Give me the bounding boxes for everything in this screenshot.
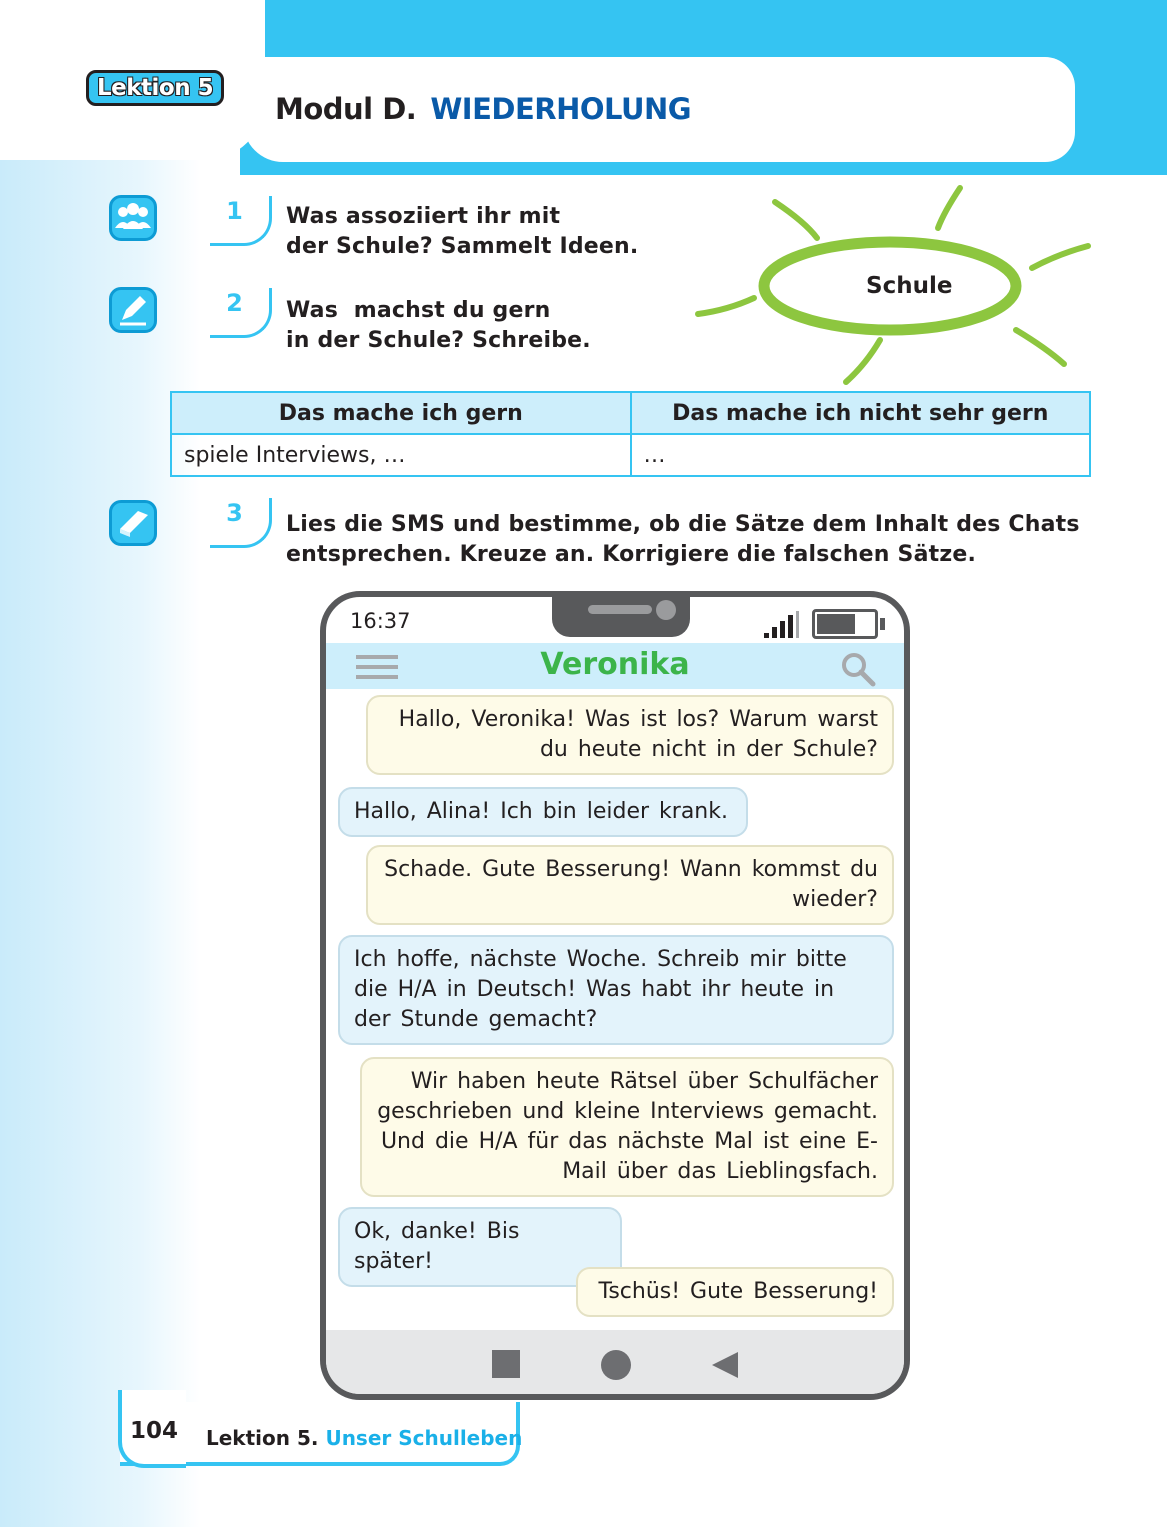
message-bubble: Hallo, Veronika! Was ist los? Warum warst du heute nicht in der Schule? — [366, 695, 894, 775]
page-number: 104 — [130, 1418, 179, 1444]
task-number-3: 3 — [210, 498, 272, 548]
modul-label: Modul D. — [275, 92, 417, 126]
task-2-text — [286, 296, 591, 356]
message-bubble: Ich hoffe, nächste Woche. Schreib mir bitte die H/A in Deutsch! Was habt ihr heute in der Stunde gemacht? — [338, 935, 894, 1045]
task-3-line-1: Lies die SMS und bestimme, ob die Sätze dem Inhalt des Chats — [286, 512, 1080, 537]
footer-topic: Unser Schulleben — [325, 1426, 523, 1450]
message-bubble: Hallo, Alina! Ich bin leider krank. — [338, 787, 748, 837]
home-icon[interactable] — [601, 1350, 631, 1380]
lektion-badge: Lektion 5 — [86, 70, 224, 106]
table-row — [171, 434, 1090, 476]
camera-dot — [656, 600, 676, 620]
message-bubble: Schade. Gute Besserung! Wann kommst du wieder? — [366, 845, 894, 925]
phone-notch — [552, 591, 690, 637]
task-1-line-1: Was assoziiert ihr mit — [286, 204, 561, 229]
back-icon[interactable] — [712, 1352, 738, 1378]
task-number-2: 2 — [210, 288, 272, 338]
task-1-text — [286, 202, 638, 262]
footer-lesson: Lektion 5. — [206, 1426, 319, 1450]
pencil-icon — [109, 287, 157, 333]
speaker-grille — [588, 605, 652, 614]
modul-title: WIEDERHOLUNG — [430, 92, 692, 126]
message-bubble: Wir haben heute Rätsel über Schulfächer geschrieben und kleine Interviews gemacht. Und die H/A für das nächste Mal ist eine E-Mail über das Lieblingsfach. — [360, 1057, 894, 1197]
footer-lesson-label — [206, 1426, 522, 1450]
table-cell-gern[interactable]: spiele Interviews, … — [171, 434, 631, 476]
table-cell-nicht-gern[interactable]: … — [631, 434, 1091, 476]
message-bubble: Ok, danke! Bis später! — [338, 1207, 622, 1287]
task-3-text — [286, 510, 1080, 570]
task-1-line-2: der Schule? Sammelt Ideen. — [286, 234, 639, 259]
task-2-table — [170, 391, 1091, 477]
table-header-gern: Das mache ich gern — [171, 392, 631, 434]
contact-name: Veronika — [540, 647, 690, 682]
battery-tip — [880, 618, 885, 630]
recent-apps-icon[interactable] — [492, 1350, 520, 1378]
group-icon — [109, 195, 157, 241]
phone-nav-bar — [326, 1330, 904, 1400]
table-header-row — [171, 392, 1090, 434]
task-2-line-2: in der Schule? Schreibe. — [286, 328, 591, 353]
battery-icon — [812, 609, 878, 639]
message-bubble: Tschüs! Gute Besserung! — [576, 1267, 894, 1317]
page-title — [275, 92, 691, 126]
chat-header — [326, 643, 904, 689]
phone-time: 16:37 — [350, 609, 411, 633]
mindmap-center-label: Schule — [866, 273, 953, 299]
search-icon[interactable] — [840, 651, 876, 687]
table-header-nicht-gern: Das mache ich nicht sehr gern — [631, 392, 1091, 434]
phone-mockup — [320, 591, 910, 1400]
signal-icon — [764, 611, 804, 639]
battery-level — [817, 614, 855, 634]
book-icon — [109, 500, 157, 546]
task-2-line-1: Was machst du gern — [286, 298, 551, 323]
task-3-line-2: entsprechen. Kreuze an. Korrigiere die falschen Sätze. — [286, 542, 977, 567]
task-number-1: 1 — [210, 196, 272, 246]
